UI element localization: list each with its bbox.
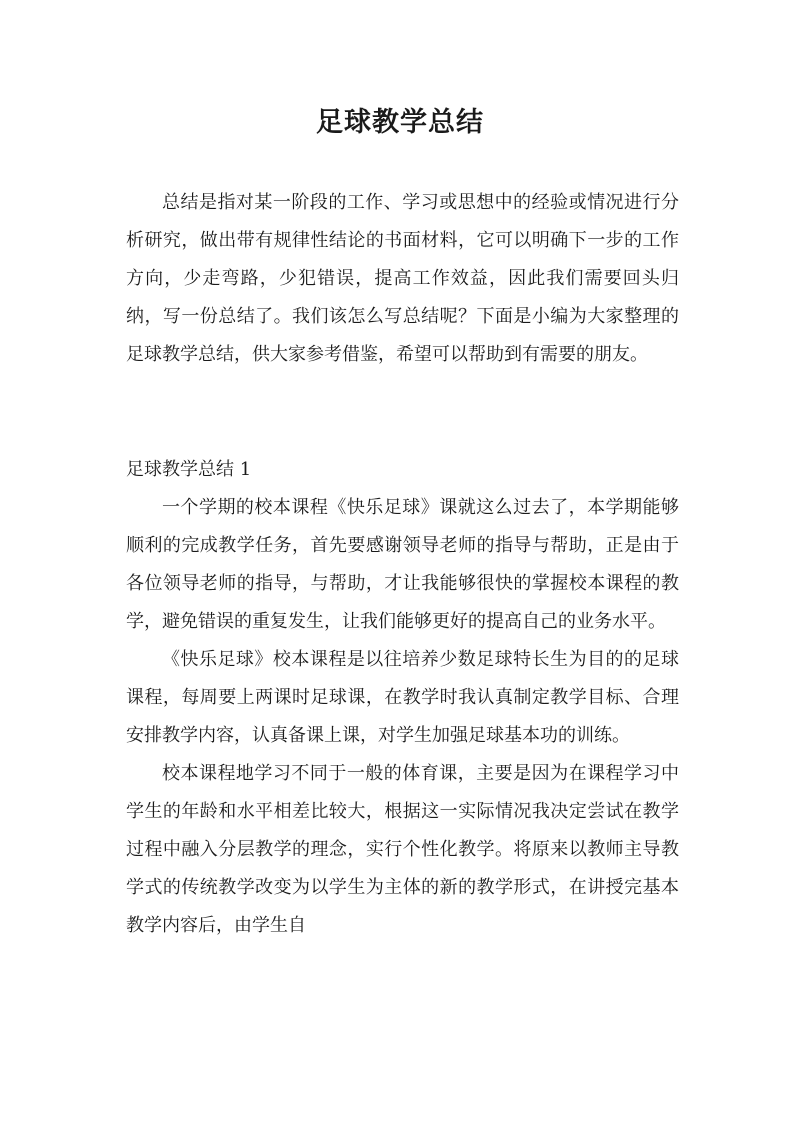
body-paragraph-1: 一个学期的校本课程《快乐足球》课就这么过去了，本学期能够顺利的完成教学任务，首先要感谢领导老师的指导与帮助，正是由于各位领导老师的指导，与帮助，才让我能够很快的掌握校本课程的教学，避免错误的重复发生，让我们能够更好的提高自己的业务水平。 bbox=[126, 497, 679, 632]
section-heading: 足球教学总结 1 bbox=[126, 459, 252, 480]
intro-paragraph: 总结是指对某一阶段的工作、学习或思想中的经验或情况进行分析研究，做出带有规律性结论的书面材料，它可以明确下一步的工作方向，少走弯路，少犯错误，提高工作效益，因此我们需要回头归纳，写一份总结了。我们该怎么写总结呢？下面是小编为大家整理的足球教学总结，供大家参考借鉴，希望可以帮助到有需要的朋友。 bbox=[126, 192, 679, 365]
body-paragraph-2: 《快乐足球》校本课程是以往培养少数足球特长生为目的的足球课程，每周要上两课时足球课，在教学时我认真制定教学目标、合理安排教学内容，认真备课上课，对学生加强足球基本功的训练。 bbox=[126, 649, 679, 746]
intro-section bbox=[126, 184, 679, 374]
body-paragraph-3: 校本课程地学习不同于一般的体育课，主要是因为在课程学习中学生的年龄和水平相差比较大，根据这一实际情况我决定尝试在教学过程中融入分层教学的理念，实行个性化教学。将原来以教师主导教学式的传统教学改变为以学生为主体的新的教学形式，在讲授完基本教学内容后，由学生自 bbox=[126, 763, 679, 936]
section-1 bbox=[126, 451, 679, 945]
document-title: 足球教学总结 bbox=[316, 107, 484, 138]
